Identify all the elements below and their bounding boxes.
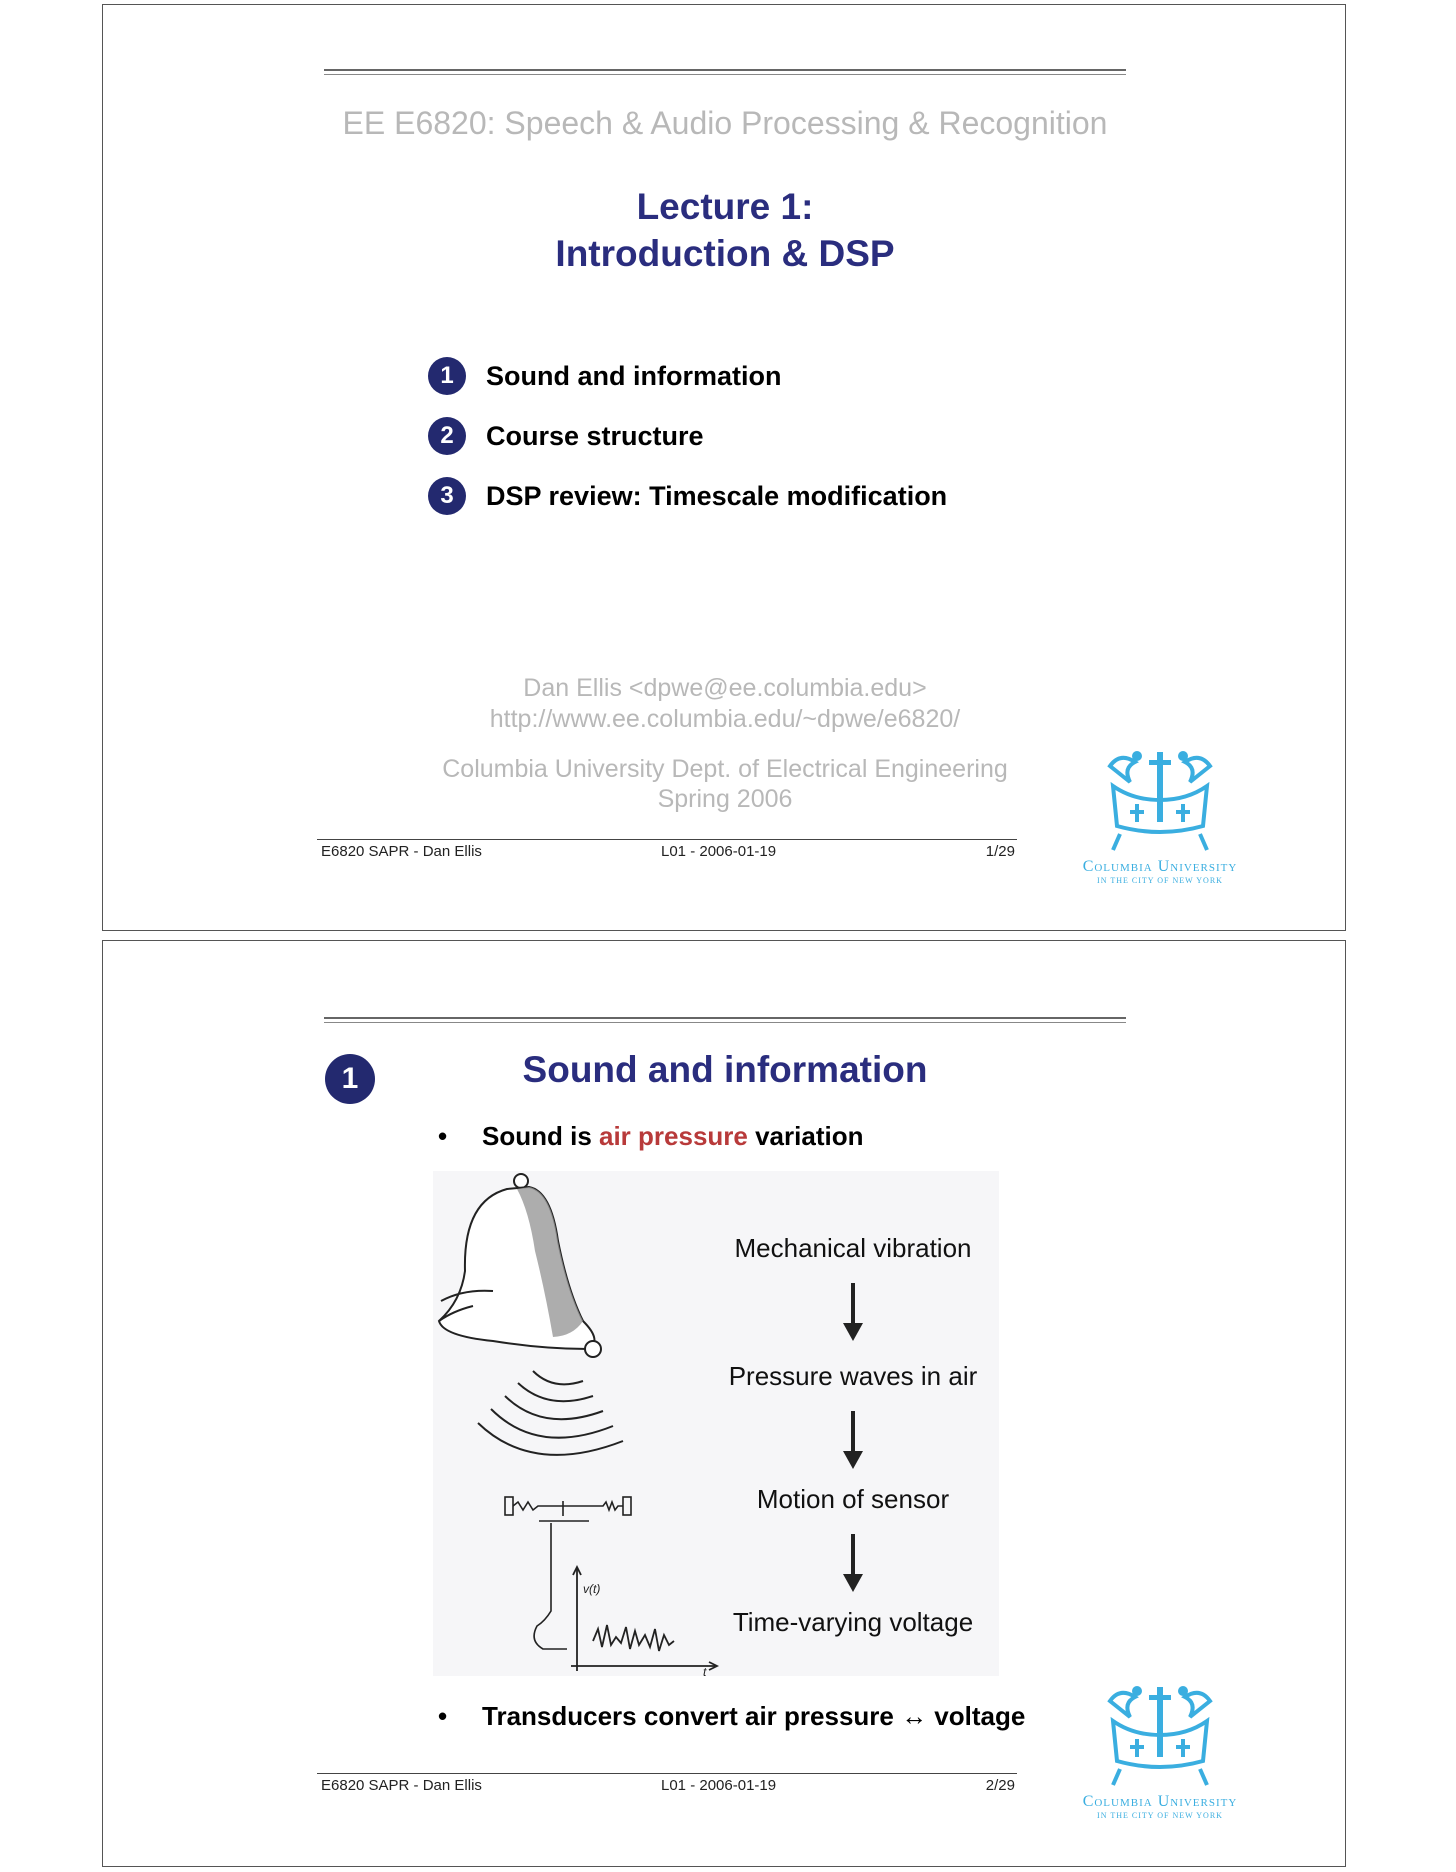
flow-step: Mechanical vibration: [734, 1233, 972, 1263]
term: Spring 2006: [657, 785, 793, 813]
page-number: 1/29: [985, 843, 1015, 860]
section-number-badge: 1: [325, 1054, 375, 1104]
department: Columbia University Dept. of Electrical Engineering: [442, 755, 1008, 783]
bullet-text: Transducers convert air pressure ↔ voltage: [482, 1701, 1026, 1731]
outline-item-label: Course structure: [486, 421, 704, 451]
outline-item: [428, 417, 1028, 457]
plot-x-label: t: [703, 1665, 707, 1676]
header-rule-thin: [324, 1022, 1126, 1023]
bullet-dot: •: [438, 1121, 448, 1151]
page-number: 2/29: [985, 1777, 1015, 1794]
header-rule-thin: [324, 74, 1126, 75]
flow-step: Time-varying voltage: [732, 1607, 974, 1637]
highlight-text: air pressure: [599, 1121, 748, 1151]
crown-icon: [1055, 1681, 1265, 1793]
header-rule: [324, 1017, 1126, 1019]
slide-1: [102, 4, 1346, 931]
course-url: http://www.ee.columbia.edu/~dpwe/e6820/: [489, 705, 961, 733]
outline-item: [428, 477, 1028, 517]
crown-icon: [1055, 746, 1265, 858]
footer-date: L01 - 2006-01-19: [661, 1777, 777, 1794]
logo-name: Columbia University: [1082, 858, 1238, 875]
transduction-figure: [433, 1171, 999, 1676]
bullet-text-post: variation: [747, 1121, 864, 1151]
slide-2: [102, 940, 1346, 1867]
bullet-text-pre: Sound is: [482, 1121, 599, 1151]
flow-step: Pressure waves in air: [728, 1361, 978, 1391]
bullet-text: [482, 1121, 863, 1152]
flow-step: Motion of sensor: [756, 1484, 950, 1514]
number-badge: 3: [428, 477, 466, 515]
author: Dan Ellis <dpwe@ee.columbia.edu>: [523, 674, 927, 702]
columbia-logo: [1055, 1681, 1265, 1831]
header-rule: [324, 69, 1126, 71]
footer-left: E6820 SAPR - Dan Ellis: [321, 1777, 482, 1794]
outline-item: [428, 357, 1028, 397]
outline-item-label: DSP review: Timescale modification: [486, 481, 948, 511]
course-title: EE E6820: Speech & Audio Processing & Recognition: [342, 105, 1108, 141]
outline-item-label: Sound and information: [486, 361, 782, 391]
footer-rule: [317, 839, 1017, 840]
number-badge: 2: [428, 417, 466, 455]
number-badge: 1: [428, 357, 466, 395]
columbia-logo: [1055, 746, 1265, 896]
lecture-number: Lecture 1:: [636, 186, 814, 227]
plot-y-label: v(t): [583, 1582, 601, 1596]
footer-date: L01 - 2006-01-19: [661, 843, 777, 860]
logo-subtitle: IN THE CITY OF NEW YORK: [1097, 876, 1223, 885]
bullet-dot: •: [438, 1701, 448, 1731]
footer-rule: [317, 1773, 1017, 1774]
slide-title: Sound and information: [522, 1049, 928, 1090]
lecture-title: Introduction & DSP: [555, 233, 895, 274]
logo-name: Columbia University: [1082, 1793, 1238, 1810]
footer-left: E6820 SAPR - Dan Ellis: [321, 843, 482, 860]
logo-subtitle: IN THE CITY OF NEW YORK: [1097, 1811, 1223, 1820]
